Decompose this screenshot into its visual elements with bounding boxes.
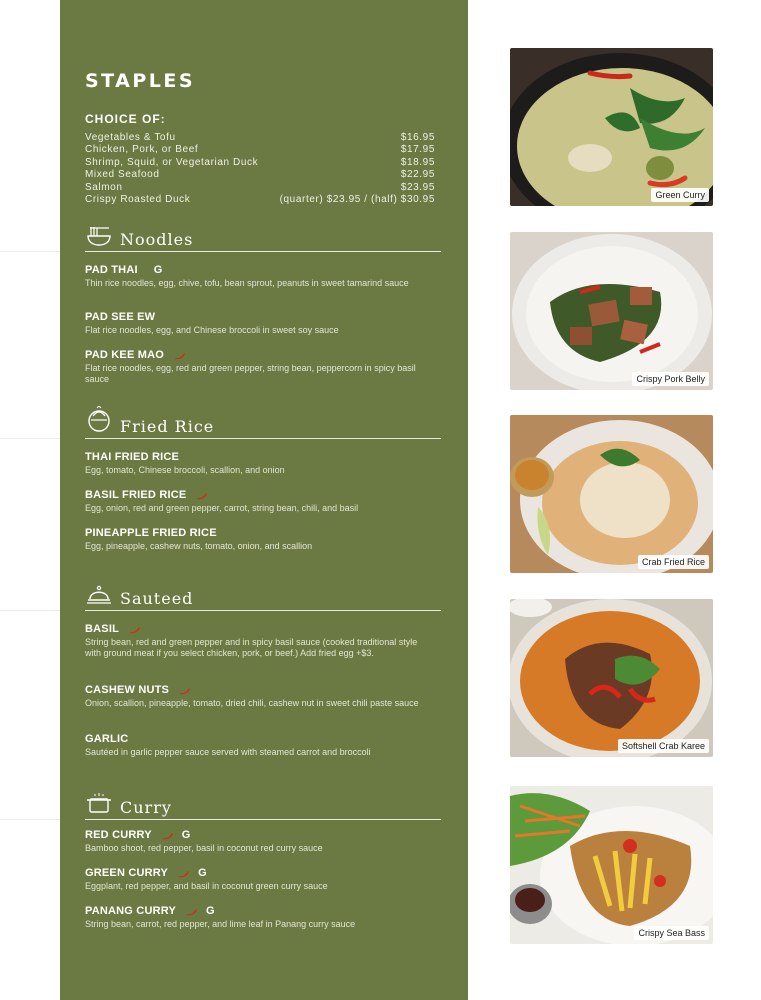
photo-softshell-crab-karee [510,599,713,757]
menu-item [85,310,435,336]
price-list [85,132,435,206]
item-name: BASIL FRIED RICE [85,489,187,501]
menu-item [85,828,435,854]
item-description: Thin rice noodles, egg, chive, tofu, bean sprout, peanuts in sweet tamarind sauce [85,278,409,288]
menu-item [85,488,435,514]
section-title: Curry [120,798,172,817]
item-description: String bean, carrot, red pepper, and lime leaf in Panang curry sauce [85,919,356,929]
chili-pepper-icon [186,906,198,916]
price-row: Vegetables & Tofu $16.95 [85,132,435,143]
divider-stub [0,819,60,820]
crab-fried-rice-image [510,415,713,573]
item-description: Sautéed in garlic pepper sauce served with steamed carrot and broccoli [85,747,371,757]
item-name: PINEAPPLE FRIED RICE [85,527,217,539]
section-title: Noodles [120,230,194,249]
item-name: THAI FRIED RICE [85,451,180,463]
item-name: PAD THAI [85,264,138,276]
item-description: Egg, onion, red and green pepper, carrot, string bean, chili, and basil [85,503,359,513]
section-title: Sauteed [120,589,194,608]
photo-caption: Crispy Sea Bass [634,926,709,940]
photo-caption: Crab Fried Rice [638,555,709,569]
section-header-curry [85,795,441,820]
choice-of-title: CHOICE OF: [85,112,166,126]
item-name: PANANG CURRY [85,905,177,917]
divider-stub [0,251,60,252]
menu-item [85,732,435,758]
crispy-pork-belly-image [510,232,713,390]
section-title: Fried Rice [120,417,215,436]
menu-item [85,904,435,930]
gluten-free-tag: G [153,264,163,276]
item-description: String bean, red and green pepper and in spicy basil sauce (cooked traditional style with ground meat if you select chicken, pork, or beef.) Add fried egg +$3. [85,637,418,658]
item-description: Egg, pineapple, cashew nuts, tomato, onion, and scallion [85,541,313,551]
menu-item [85,263,435,289]
chili-pepper-icon [196,490,208,500]
price-row: Mixed Seafood $22.95 [85,169,435,181]
divider-stub [0,438,60,439]
item-description: Flat rice noodles, egg, red and green pepper, string bean, peppercorn in spicy basil sauce [85,363,416,384]
softshell-crab-karee-image [510,599,713,757]
item-name: RED CURRY [85,829,152,841]
item-name: GARLIC [85,733,129,745]
photo-caption: Green Curry [651,188,709,202]
rice-bowl-icon [85,404,113,434]
photo-crispy-sea-bass [510,786,713,944]
price-row: Chicken, Pork, or Beef $17.95 [85,144,435,156]
item-name: GREEN CURRY [85,867,169,879]
item-description: Onion, scallion, pineapple, tomato, dried chili, cashew nut in sweet chili paste sauce [85,698,419,708]
divider-stub [0,610,60,611]
photo-crab-fried-rice [510,415,713,573]
price-row: Salmon $23.95 [85,181,435,193]
chili-pepper-icon [178,868,190,878]
crispy-sea-bass-image [510,786,713,944]
section-header-noodles [85,227,441,252]
covered-dish-icon [85,582,113,606]
menu-item [85,683,435,709]
item-description: Flat rice noodles, egg, and Chinese broccoli in sweet soy sauce [85,325,339,335]
chili-pepper-icon [179,685,191,695]
chili-pepper-icon [129,624,141,634]
staples-title: STAPLES [85,70,196,92]
cooking-pot-icon [85,791,113,815]
gluten-free-tag: G [206,905,215,917]
section-header-sauteed [85,586,441,611]
photo-caption: Crispy Pork Belly [632,372,709,386]
photo-caption: Softshell Crab Karee [618,739,709,753]
menu-item [85,450,435,476]
green-curry-image [510,48,713,206]
menu-item [85,622,435,659]
item-name: PAD KEE MAO [85,349,165,361]
menu-item [85,348,435,385]
gluten-free-tag: G [181,829,191,841]
menu-item [85,866,435,892]
price-row: Shrimp, Squid, or Vegetarian Duck $18.95 [85,156,435,168]
item-description: Egg, tomato, Chinese broccoli, scallion, and onion [85,465,285,475]
item-name: CASHEW NUTS [85,684,170,696]
gluten-free-tag: G [198,867,207,879]
chili-pepper-icon [174,350,186,360]
price-row: Crispy Roasted Duck (quarter) $23.95 / (half) $30.95 [85,194,435,206]
section-header-fried-rice [85,414,441,439]
item-name: BASIL [85,623,119,635]
menu-item [85,526,435,552]
chili-pepper-icon [162,830,174,840]
item-description: Bamboo shoot, red pepper, basil in coconut red curry sauce [85,843,323,853]
noodle-bowl-icon [85,223,113,247]
item-name: PAD SEE EW [85,311,156,323]
photo-crispy-pork-belly [510,232,713,390]
photo-green-curry [510,48,713,206]
item-description: Eggplant, red pepper, and basil in coconut green curry sauce [85,881,328,891]
